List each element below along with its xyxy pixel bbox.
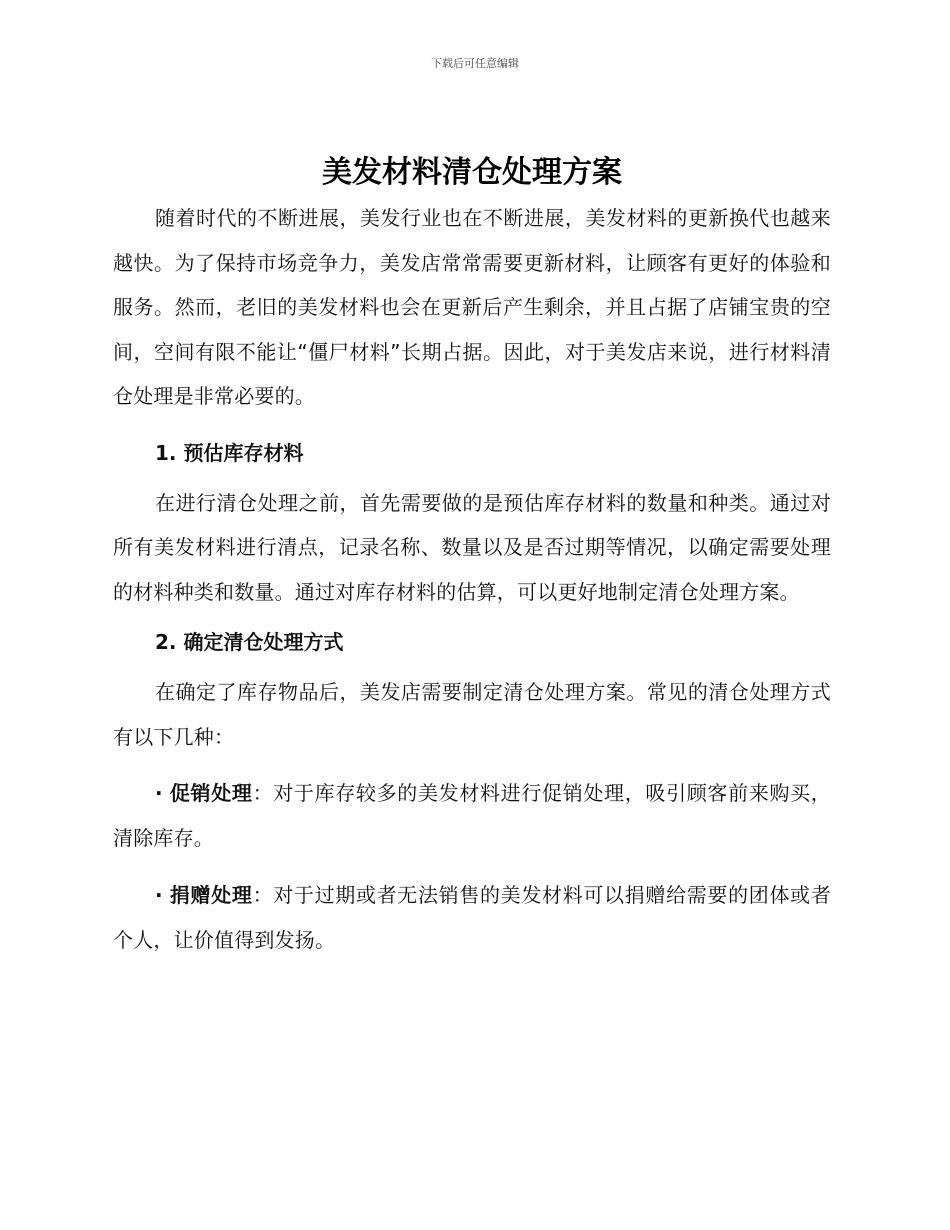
bullet-marker: · [155, 781, 163, 805]
section-body-2: 在确定了库存物品后，美发店需要制定清仓处理方案。常见的清仓处理方式有以下几种： [113, 680, 831, 749]
section-heading-1: 1. 预估库存材料 [155, 440, 304, 465]
section-body-1: 在进行清仓处理之前，首先需要做的是预估库存材料的数量和种类。通过对所有美发材料进行清点，记录名称、数量以及是否过期等情况，以确定需要处理的材料种类和数量。通过对库存材料的估算，可以更好地制定清仓处理方案。 [113, 490, 831, 604]
bullet-label-donation: 捐赠处理 [169, 883, 253, 907]
bullet-item-promotion [113, 771, 831, 861]
document-title: 美发材料清仓处理方案 [322, 155, 622, 190]
bullet-marker: · [155, 883, 163, 907]
bullet-text-donation: 对于过期或者无法销售的美发材料可以捐赠给需要的团体或者个人，让价值得到发扬。 [113, 883, 832, 952]
intro-paragraph: 随着时代的不断进展，美发行业也在不断进展，美发材料的更新换代也越来越快。为了保持市场竞争力，美发店常常需要更新材料，让顾客有更好的体验和服务。然而，老旧的美发材料也会在更新后产生剩余，并且占据了店铺宝贵的空间，空间有限不能让“僵尸材料”长期占据。因此，对于美发店来说，进行材料清仓处理是非常必要的。 [113, 206, 831, 408]
bullet-separator: ： [252, 781, 274, 805]
bullet-label-promotion: 促销处理 [169, 781, 253, 805]
bullet-text-promotion: 对于库存较多的美发材料进行促销处理，吸引顾客前来购买，清除库存。 [113, 781, 832, 850]
document-body [113, 150, 831, 963]
section-heading-2: 2. 确定清仓处理方式 [155, 630, 344, 654]
bullet-item-donation [113, 873, 831, 963]
bullet-separator: ： [252, 883, 274, 907]
page-header: 下载后可任意编辑 [431, 57, 519, 70]
